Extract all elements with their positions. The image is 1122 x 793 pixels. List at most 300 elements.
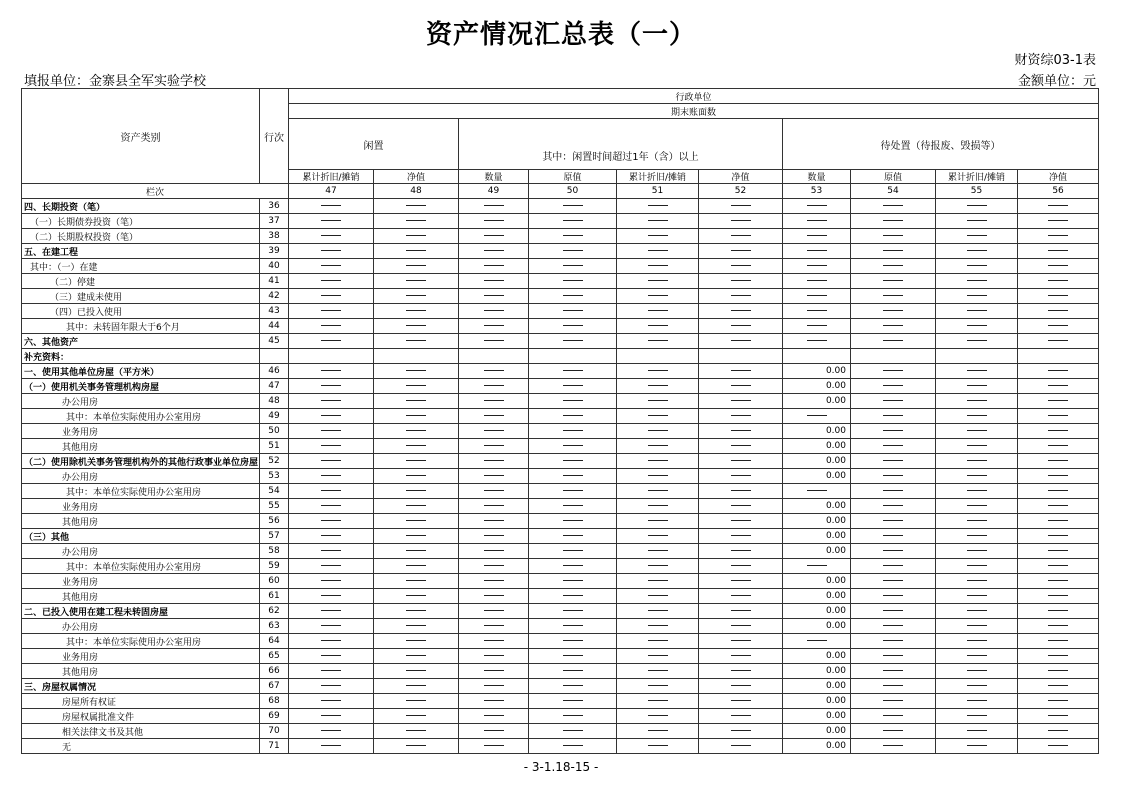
dash-mark bbox=[563, 670, 583, 671]
dash-mark bbox=[883, 220, 903, 221]
dash-cell bbox=[851, 334, 936, 349]
row-number: 66 bbox=[260, 664, 289, 679]
dash-cell bbox=[783, 259, 851, 274]
dash-cell bbox=[289, 559, 374, 574]
dash-cell bbox=[529, 364, 617, 379]
dash-mark bbox=[484, 625, 504, 626]
dash-cell bbox=[459, 604, 529, 619]
dash-cell bbox=[529, 544, 617, 559]
value-cell: 0.00 bbox=[783, 694, 851, 709]
dash-cell bbox=[699, 619, 783, 634]
dash-mark bbox=[1048, 400, 1068, 401]
dash-mark bbox=[648, 415, 668, 416]
dash-mark bbox=[484, 715, 504, 716]
dash-cell bbox=[617, 379, 699, 394]
dash-cell bbox=[1018, 604, 1099, 619]
dash-mark bbox=[406, 445, 426, 446]
dash-mark bbox=[807, 325, 827, 326]
dash-cell bbox=[289, 679, 374, 694]
row-label: （二）停建 bbox=[22, 274, 260, 289]
dash-cell bbox=[699, 244, 783, 259]
row-number: 58 bbox=[260, 544, 289, 559]
dash-mark bbox=[807, 310, 827, 311]
dash-mark bbox=[406, 685, 426, 686]
dash-mark bbox=[1048, 490, 1068, 491]
table-row bbox=[22, 544, 1099, 559]
dash-mark bbox=[484, 205, 504, 206]
dash-cell bbox=[936, 424, 1018, 439]
dash-cell bbox=[1018, 439, 1099, 454]
dash-cell bbox=[289, 589, 374, 604]
dash-cell bbox=[289, 454, 374, 469]
dash-mark bbox=[883, 250, 903, 251]
dash-mark bbox=[967, 400, 987, 401]
dash-cell bbox=[289, 259, 374, 274]
dash-cell bbox=[459, 199, 529, 214]
dash-mark bbox=[563, 370, 583, 371]
sub-column-header: 净值 bbox=[1018, 170, 1099, 184]
dash-cell bbox=[1018, 289, 1099, 304]
dash-cell bbox=[783, 559, 851, 574]
dash-cell bbox=[1018, 589, 1099, 604]
value-cell: 0.00 bbox=[783, 589, 851, 604]
dash-cell bbox=[617, 664, 699, 679]
dash-mark bbox=[1048, 220, 1068, 221]
row-number: 65 bbox=[260, 649, 289, 664]
column-number: 50 bbox=[529, 184, 617, 199]
row-number: 50 bbox=[260, 424, 289, 439]
dash-mark bbox=[648, 640, 668, 641]
row-number: 67 bbox=[260, 679, 289, 694]
dash-cell bbox=[459, 739, 529, 754]
dash-mark bbox=[1048, 580, 1068, 581]
dash-mark bbox=[484, 700, 504, 701]
dash-cell bbox=[459, 559, 529, 574]
dash-mark bbox=[563, 700, 583, 701]
dash-cell bbox=[783, 289, 851, 304]
row-label: 其他用房 bbox=[22, 664, 260, 679]
dash-cell bbox=[1018, 304, 1099, 319]
dash-cell bbox=[1018, 214, 1099, 229]
value-cell: 0.00 bbox=[783, 514, 851, 529]
dash-cell bbox=[936, 214, 1018, 229]
row-no-header: 行次 bbox=[260, 89, 289, 184]
dash-cell bbox=[617, 439, 699, 454]
dash-mark bbox=[648, 205, 668, 206]
row-label: 其中：本单位实际使用办公室用房 bbox=[22, 484, 260, 499]
dash-cell bbox=[529, 529, 617, 544]
dash-mark bbox=[731, 370, 751, 371]
form-code: 财资综03-1表 bbox=[1014, 53, 1096, 68]
dash-cell bbox=[374, 529, 459, 544]
idle-over-year-header: 其中：闲置时间超过1年（含）以上 bbox=[459, 119, 783, 170]
dash-cell bbox=[783, 484, 851, 499]
dash-cell bbox=[529, 334, 617, 349]
row-label: 业务用房 bbox=[22, 574, 260, 589]
dash-cell bbox=[851, 499, 936, 514]
dash-cell bbox=[936, 379, 1018, 394]
dash-mark bbox=[484, 250, 504, 251]
dash-mark bbox=[967, 670, 987, 671]
dash-cell bbox=[459, 679, 529, 694]
dash-mark bbox=[883, 370, 903, 371]
dash-mark bbox=[967, 430, 987, 431]
dash-cell bbox=[529, 259, 617, 274]
dash-cell bbox=[459, 229, 529, 244]
dash-mark bbox=[1048, 370, 1068, 371]
dash-cell bbox=[459, 214, 529, 229]
dash-cell bbox=[529, 514, 617, 529]
table-row bbox=[22, 394, 1099, 409]
dash-cell bbox=[374, 199, 459, 214]
dash-cell bbox=[851, 259, 936, 274]
dash-cell bbox=[289, 694, 374, 709]
dash-cell bbox=[529, 469, 617, 484]
empty-cell bbox=[289, 349, 374, 364]
dash-mark bbox=[321, 505, 341, 506]
dash-mark bbox=[1048, 730, 1068, 731]
dash-mark bbox=[406, 490, 426, 491]
dash-mark bbox=[563, 535, 583, 536]
dash-mark bbox=[1048, 640, 1068, 641]
row-number: 53 bbox=[260, 469, 289, 484]
dash-mark bbox=[321, 700, 341, 701]
dash-mark bbox=[731, 580, 751, 581]
dash-cell bbox=[617, 634, 699, 649]
empty-cell bbox=[699, 349, 783, 364]
row-number: 43 bbox=[260, 304, 289, 319]
dash-cell bbox=[529, 709, 617, 724]
dash-mark bbox=[807, 265, 827, 266]
dash-mark bbox=[883, 445, 903, 446]
dash-cell bbox=[936, 454, 1018, 469]
dash-cell bbox=[699, 439, 783, 454]
dash-cell bbox=[529, 229, 617, 244]
dash-mark bbox=[883, 745, 903, 746]
dash-mark bbox=[807, 220, 827, 221]
dash-mark bbox=[321, 400, 341, 401]
row-number: 49 bbox=[260, 409, 289, 424]
value-cell: 0.00 bbox=[783, 544, 851, 559]
dash-mark bbox=[484, 460, 504, 461]
dash-mark bbox=[321, 745, 341, 746]
dash-cell bbox=[851, 274, 936, 289]
row-label: 业务用房 bbox=[22, 649, 260, 664]
table-row bbox=[22, 364, 1099, 379]
table-row bbox=[22, 349, 1099, 364]
dash-mark bbox=[883, 385, 903, 386]
dash-mark bbox=[883, 610, 903, 611]
dash-mark bbox=[807, 250, 827, 251]
report-title: 资产情况汇总表（一） bbox=[425, 20, 696, 50]
value-cell: 0.00 bbox=[783, 574, 851, 589]
dash-mark bbox=[484, 370, 504, 371]
row-label: 五、在建工程 bbox=[22, 244, 260, 259]
dash-mark bbox=[321, 370, 341, 371]
dash-mark bbox=[563, 325, 583, 326]
dash-cell bbox=[617, 469, 699, 484]
dash-mark bbox=[484, 730, 504, 731]
dash-cell bbox=[1018, 259, 1099, 274]
dash-mark bbox=[1048, 625, 1068, 626]
dash-cell bbox=[529, 214, 617, 229]
dash-mark bbox=[406, 415, 426, 416]
dash-mark bbox=[807, 295, 827, 296]
sub-column-header: 数量 bbox=[459, 170, 529, 184]
dash-cell bbox=[459, 304, 529, 319]
row-number: 62 bbox=[260, 604, 289, 619]
dash-cell bbox=[617, 484, 699, 499]
dash-mark bbox=[484, 610, 504, 611]
dash-cell bbox=[783, 229, 851, 244]
dash-mark bbox=[484, 565, 504, 566]
dash-cell bbox=[851, 319, 936, 334]
row-number: 68 bbox=[260, 694, 289, 709]
dash-mark bbox=[406, 745, 426, 746]
dash-cell bbox=[1018, 379, 1099, 394]
dash-mark bbox=[563, 340, 583, 341]
dash-mark bbox=[484, 550, 504, 551]
dash-mark bbox=[967, 370, 987, 371]
sub-column-header: 净值 bbox=[699, 170, 783, 184]
dash-cell bbox=[529, 394, 617, 409]
table-row bbox=[22, 484, 1099, 499]
dash-cell bbox=[699, 589, 783, 604]
dash-mark bbox=[484, 430, 504, 431]
dash-cell bbox=[374, 499, 459, 514]
row-label: 补充资料： bbox=[22, 349, 260, 364]
dash-cell bbox=[374, 304, 459, 319]
sub-column-header: 累计折旧/摊销 bbox=[617, 170, 699, 184]
dash-cell bbox=[374, 484, 459, 499]
dash-mark bbox=[406, 610, 426, 611]
dash-mark bbox=[563, 415, 583, 416]
dash-mark bbox=[648, 595, 668, 596]
table-row bbox=[22, 499, 1099, 514]
row-number: 39 bbox=[260, 244, 289, 259]
dash-mark bbox=[484, 265, 504, 266]
dash-mark bbox=[406, 655, 426, 656]
dash-cell bbox=[289, 469, 374, 484]
row-label: 四、长期投资（笔） bbox=[22, 199, 260, 214]
dash-cell bbox=[374, 364, 459, 379]
dash-mark bbox=[321, 535, 341, 536]
dash-cell bbox=[459, 544, 529, 559]
dash-cell bbox=[1018, 739, 1099, 754]
dash-cell bbox=[1018, 679, 1099, 694]
empty-cell bbox=[783, 349, 851, 364]
dash-mark bbox=[967, 265, 987, 266]
dash-mark bbox=[648, 280, 668, 281]
dash-mark bbox=[1048, 685, 1068, 686]
dash-cell bbox=[529, 289, 617, 304]
dash-mark bbox=[1048, 460, 1068, 461]
dash-cell bbox=[529, 319, 617, 334]
sub-column-header: 净值 bbox=[374, 170, 459, 184]
dash-cell bbox=[851, 484, 936, 499]
dash-cell bbox=[459, 364, 529, 379]
dash-mark bbox=[883, 235, 903, 236]
dash-cell bbox=[459, 724, 529, 739]
dash-mark bbox=[648, 670, 668, 671]
dash-mark bbox=[883, 280, 903, 281]
dash-mark bbox=[321, 550, 341, 551]
table-row bbox=[22, 379, 1099, 394]
dash-mark bbox=[406, 700, 426, 701]
dash-cell bbox=[617, 274, 699, 289]
dash-cell bbox=[699, 454, 783, 469]
value-cell: 0.00 bbox=[783, 379, 851, 394]
dash-mark bbox=[883, 730, 903, 731]
dash-mark bbox=[883, 655, 903, 656]
dash-cell bbox=[459, 529, 529, 544]
table-row bbox=[22, 469, 1099, 484]
row-label: 其中：本单位实际使用办公室用房 bbox=[22, 409, 260, 424]
dash-cell bbox=[374, 634, 459, 649]
dash-mark bbox=[1048, 715, 1068, 716]
dash-cell bbox=[289, 199, 374, 214]
dash-cell bbox=[374, 214, 459, 229]
row-number: 54 bbox=[260, 484, 289, 499]
dash-mark bbox=[648, 430, 668, 431]
dash-mark bbox=[883, 700, 903, 701]
dash-mark bbox=[1048, 295, 1068, 296]
row-number: 71 bbox=[260, 739, 289, 754]
dash-mark bbox=[883, 580, 903, 581]
dash-cell bbox=[374, 574, 459, 589]
dash-mark bbox=[1048, 430, 1068, 431]
dash-mark bbox=[648, 235, 668, 236]
dash-mark bbox=[1048, 550, 1068, 551]
dash-mark bbox=[563, 295, 583, 296]
dash-cell bbox=[851, 724, 936, 739]
dash-mark bbox=[883, 310, 903, 311]
dash-mark bbox=[484, 295, 504, 296]
row-number: 59 bbox=[260, 559, 289, 574]
dash-cell bbox=[459, 334, 529, 349]
dash-cell bbox=[936, 244, 1018, 259]
dash-mark bbox=[731, 430, 751, 431]
dash-cell bbox=[699, 679, 783, 694]
dash-cell bbox=[936, 409, 1018, 424]
dash-cell bbox=[374, 604, 459, 619]
dash-cell bbox=[1018, 709, 1099, 724]
empty-cell bbox=[851, 349, 936, 364]
dash-cell bbox=[529, 379, 617, 394]
dash-mark bbox=[484, 310, 504, 311]
table-row bbox=[22, 454, 1099, 469]
dash-mark bbox=[731, 745, 751, 746]
dash-cell bbox=[699, 649, 783, 664]
dash-cell bbox=[783, 244, 851, 259]
dash-mark bbox=[807, 415, 827, 416]
dash-cell bbox=[1018, 514, 1099, 529]
row-label: 二、已投入使用在建工程未转固房屋 bbox=[22, 604, 260, 619]
dash-cell bbox=[936, 529, 1018, 544]
dash-mark bbox=[967, 415, 987, 416]
dash-mark bbox=[563, 310, 583, 311]
dash-cell bbox=[936, 574, 1018, 589]
dash-mark bbox=[321, 310, 341, 311]
table-row bbox=[22, 739, 1099, 754]
dash-mark bbox=[883, 535, 903, 536]
dash-mark bbox=[1048, 325, 1068, 326]
dash-mark bbox=[563, 430, 583, 431]
row-label: 其中：本单位实际使用办公室用房 bbox=[22, 559, 260, 574]
value-cell: 0.00 bbox=[783, 439, 851, 454]
dash-mark bbox=[321, 220, 341, 221]
dash-cell bbox=[459, 499, 529, 514]
dash-mark bbox=[731, 730, 751, 731]
dash-mark bbox=[967, 745, 987, 746]
dash-mark bbox=[484, 325, 504, 326]
dash-mark bbox=[484, 340, 504, 341]
dash-mark bbox=[321, 205, 341, 206]
table-row bbox=[22, 439, 1099, 454]
row-label: 一、使用其他单位房屋（平方米） bbox=[22, 364, 260, 379]
dash-cell bbox=[936, 664, 1018, 679]
dash-mark bbox=[807, 340, 827, 341]
dash-mark bbox=[484, 220, 504, 221]
dash-cell bbox=[529, 739, 617, 754]
dash-mark bbox=[484, 490, 504, 491]
dash-mark bbox=[967, 325, 987, 326]
dash-cell bbox=[374, 544, 459, 559]
dash-cell bbox=[617, 559, 699, 574]
dash-cell bbox=[374, 559, 459, 574]
dash-mark bbox=[648, 250, 668, 251]
dash-cell bbox=[529, 694, 617, 709]
row-number: 37 bbox=[260, 214, 289, 229]
dash-cell bbox=[936, 649, 1018, 664]
dash-cell bbox=[1018, 454, 1099, 469]
dash-mark bbox=[563, 625, 583, 626]
dash-mark bbox=[967, 535, 987, 536]
dash-mark bbox=[731, 640, 751, 641]
dash-cell bbox=[617, 334, 699, 349]
dash-cell bbox=[936, 679, 1018, 694]
table-row bbox=[22, 679, 1099, 694]
dash-cell bbox=[851, 439, 936, 454]
dash-mark bbox=[648, 310, 668, 311]
row-number: 36 bbox=[260, 199, 289, 214]
dash-mark bbox=[967, 700, 987, 701]
dash-cell bbox=[459, 649, 529, 664]
dash-mark bbox=[563, 610, 583, 611]
dash-mark bbox=[731, 610, 751, 611]
dash-cell bbox=[289, 499, 374, 514]
dash-mark bbox=[563, 220, 583, 221]
dash-mark bbox=[648, 265, 668, 266]
dash-cell bbox=[289, 244, 374, 259]
dash-cell bbox=[936, 499, 1018, 514]
asset-category-header: 资产类别 bbox=[22, 89, 260, 184]
dash-mark bbox=[1048, 310, 1068, 311]
dash-mark bbox=[484, 535, 504, 536]
dash-mark bbox=[406, 595, 426, 596]
dash-mark bbox=[563, 265, 583, 266]
row-label: （二）长期股权投资（笔） bbox=[22, 229, 260, 244]
dash-cell bbox=[529, 424, 617, 439]
dash-mark bbox=[807, 640, 827, 641]
dash-cell bbox=[1018, 529, 1099, 544]
dash-mark bbox=[563, 475, 583, 476]
dash-cell bbox=[699, 379, 783, 394]
row-label: （一）长期债券投资（笔） bbox=[22, 214, 260, 229]
dash-cell bbox=[936, 739, 1018, 754]
admin-unit-header: 行政单位 bbox=[289, 89, 1099, 104]
dash-cell bbox=[374, 709, 459, 724]
